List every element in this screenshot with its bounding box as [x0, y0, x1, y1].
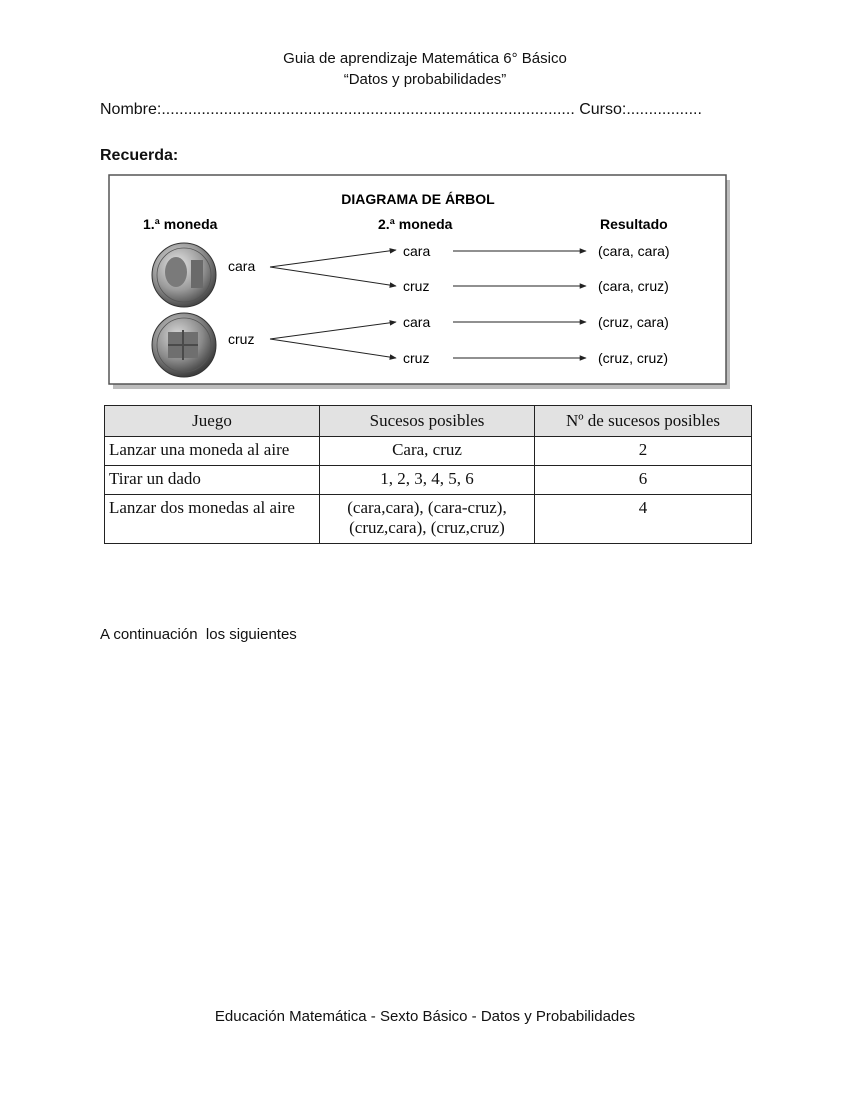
cell-sucesos-line2: (cruz,cara), (cruz,cruz) [349, 518, 505, 537]
cell-juego: Tirar un dado [105, 466, 320, 495]
coin-tails-image [152, 313, 216, 377]
cell-juego: Lanzar una moneda al aire [105, 437, 320, 466]
page-title: Guia de aprendizaje Matemática 6° Básico [283, 50, 567, 67]
table-row [105, 495, 752, 544]
recuerda-heading: Recuerda: [100, 147, 179, 164]
leaf-cara-1: cara [403, 243, 431, 259]
branch-cara-label: cara [228, 258, 256, 274]
nombre-curso-line: Nombre:............................................................................................. Curso:................. [100, 101, 702, 118]
col1-header: 1.ª moneda [143, 216, 218, 232]
branch-cruz-label: cruz [228, 331, 255, 347]
header-sucesos: Sucesos posibles [320, 406, 535, 437]
header-n-sucesos: Nº de sucesos posibles [535, 406, 752, 437]
cell-count: 4 [535, 495, 752, 544]
result-3: (cruz, cara) [598, 314, 669, 330]
table-row [105, 437, 752, 466]
leaf-cruz-2: cruz [403, 350, 430, 366]
cell-sucesos-line1: (cara,cara), (cara-cruz), [347, 498, 507, 517]
coin-heads-image [152, 243, 216, 307]
cell-sucesos-multiline [320, 495, 535, 544]
result-4: (cruz, cruz) [598, 350, 668, 366]
result-2: (cara, cruz) [598, 278, 669, 294]
page-subtitle: “Datos y probabilidades” [343, 71, 507, 88]
events-table [104, 405, 752, 544]
cell-sucesos: Cara, cruz [320, 437, 535, 466]
cell-count: 6 [535, 466, 752, 495]
continuation-text: A continuación los siguientes [100, 626, 297, 643]
header-juego: Juego [105, 406, 320, 437]
cell-sucesos: 1, 2, 3, 4, 5, 6 [320, 466, 535, 495]
result-1: (cara, cara) [598, 243, 670, 259]
col3-header: Resultado [600, 216, 668, 232]
leaf-cara-2: cara [403, 314, 431, 330]
cell-count: 2 [535, 437, 752, 466]
leaf-cruz-1: cruz [403, 278, 430, 294]
col2-header: 2.ª moneda [378, 216, 453, 232]
tree-diagram [108, 174, 732, 392]
table-header-row [105, 406, 752, 437]
table-row [105, 466, 752, 495]
diagram-title: DIAGRAMA DE ÁRBOL [341, 191, 495, 207]
cell-juego: Lanzar dos monedas al aire [105, 495, 320, 544]
page-footer: Educación Matemática - Sexto Básico - Datos y Probabilidades [214, 1008, 636, 1025]
